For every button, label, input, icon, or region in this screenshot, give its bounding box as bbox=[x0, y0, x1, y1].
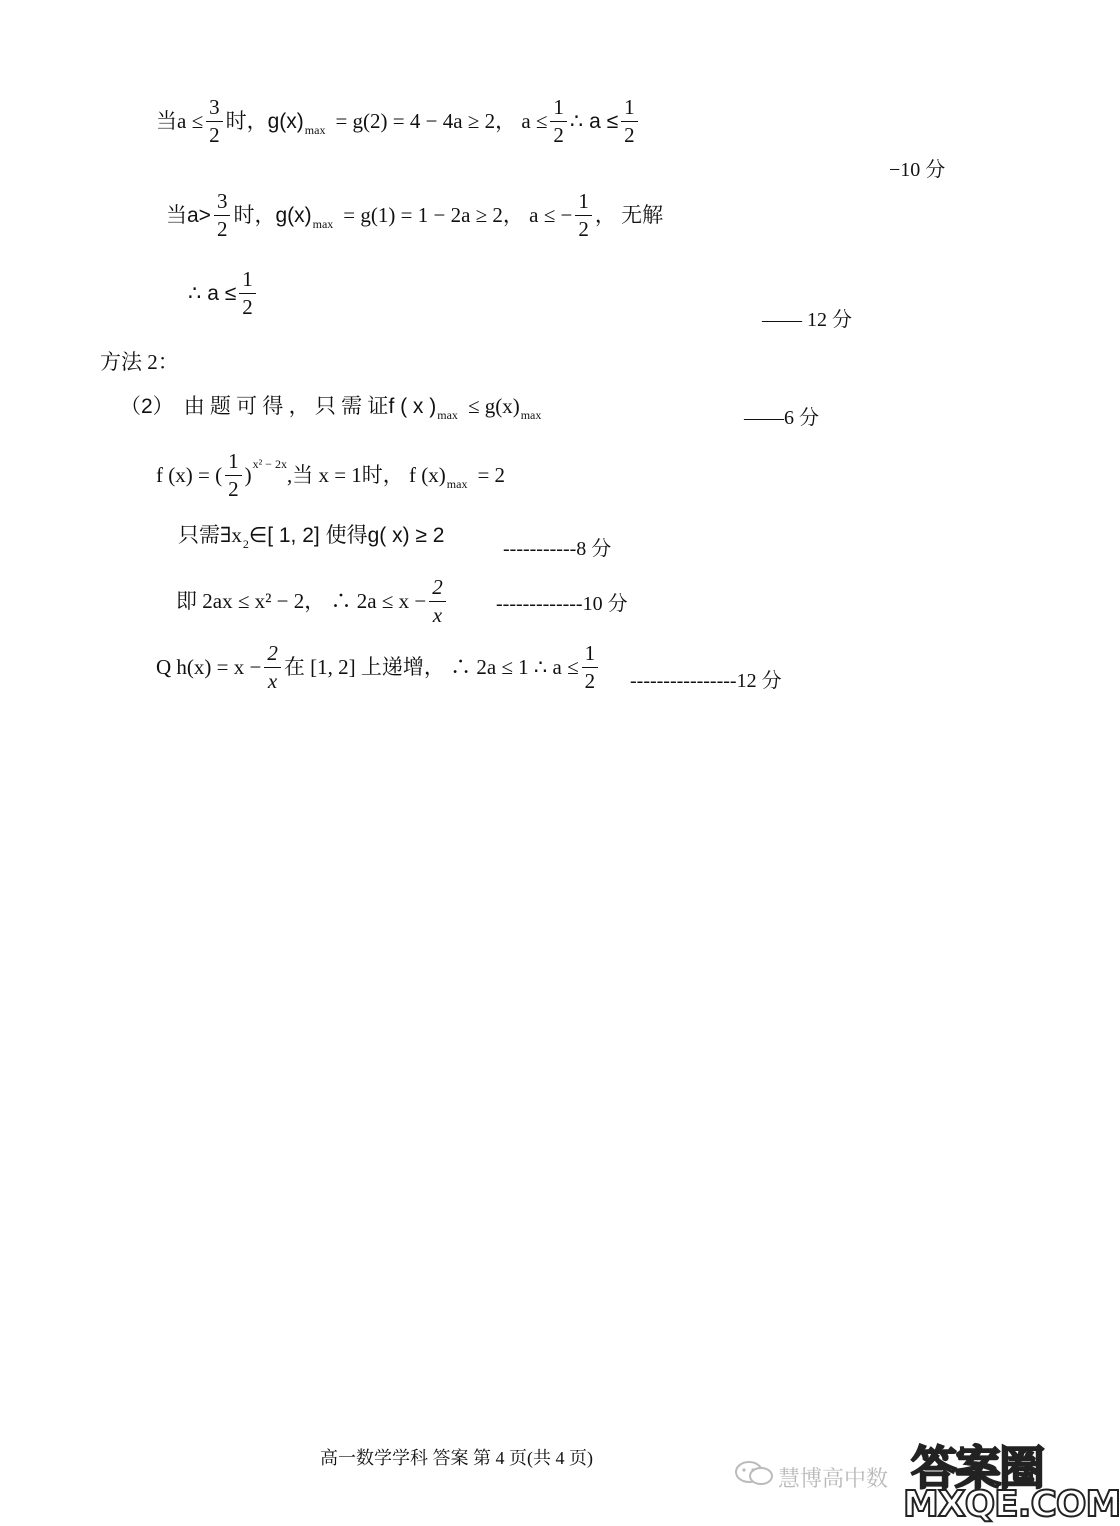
solution-line-monotone: Q h(x) = x − $\frac{2}{x}$ 在 [1, 2] 上递增， ∴ 2a ≤ 1 ∴ a ≤ $\frac{1}{2}$ bbox=[156, 642, 601, 693]
fraction: $\frac{2}{x}$ bbox=[264, 642, 281, 693]
fraction: $\frac{1}{2}$ bbox=[582, 642, 599, 693]
score-12b: ----------------12 分 bbox=[630, 670, 782, 692]
score-8: -----------8 分 bbox=[503, 538, 612, 560]
solution-line-case2: 当a> $\frac{3}{2}$ 时， g(x) max = g(1) = 1 − 2a ≥ 2， a ≤ − $\frac{1}{2}$ ， 无解 bbox=[166, 189, 664, 242]
fraction: $\frac{1}{2}$ bbox=[621, 96, 638, 147]
solution-line-exists: 只需∃x 2 ∈[ 1, 2] 使得g( x) ≥ 2 bbox=[178, 523, 445, 551]
solution-line-case1: 当a ≤ $\frac{3}{2}$ 时， g(x) max = g(2) = 4 − 4a ≥ 2， a ≤ $\frac{1}{2}$ ∴ a ≤ $\frac{1}{2}$ bbox=[156, 96, 641, 147]
score-10: −10 分 bbox=[889, 159, 946, 181]
logo-text-bottom: MXQE.COM bbox=[903, 1484, 1120, 1525]
logo-text-top: 答案圈 bbox=[911, 1441, 1043, 1495]
watermark-logo bbox=[903, 1432, 1120, 1525]
score-10b: -------------10 分 bbox=[496, 593, 628, 615]
solution-line-inequality: 即 2ax ≤ x² − 2， ∴ 2a ≤ x − $\frac{2}{x}$ bbox=[176, 576, 449, 627]
score-6: ——6 分 bbox=[744, 407, 819, 429]
solution-line-f-max: f (x) = ( $\frac{1}{2}$ ) x² − 2x ,当 x = 1时， f (x) max = 2 bbox=[156, 449, 506, 502]
fraction: $\frac{3}{2}$ bbox=[214, 190, 231, 241]
page-footer: 高一数学学科 答案 第 4 页(共 4 页) bbox=[320, 1448, 593, 1468]
watermark-text: 慧博高中数 bbox=[778, 1467, 889, 1492]
fraction: $\frac{1}{2}$ bbox=[575, 190, 592, 241]
method-2-heading: 方法 2： bbox=[100, 350, 179, 374]
solution-line-conclusion: ∴ a ≤ $\frac{1}{2}$ bbox=[188, 268, 259, 319]
wechat-icon bbox=[734, 1460, 774, 1486]
solution-line-part2: （2） 由 题 可 得 ， 只 需 证 f ( x ) max ≤ g(x) max bbox=[120, 394, 542, 422]
score-12a: —— 12 分 bbox=[762, 309, 852, 331]
fraction: $\frac{1}{2}$ bbox=[550, 96, 567, 147]
fraction: $\frac{1}{2}$ bbox=[239, 268, 256, 319]
fraction: $\frac{1}{2}$ bbox=[225, 450, 242, 501]
fraction: $\frac{2}{x}$ bbox=[429, 576, 446, 627]
fraction: $\frac{3}{2}$ bbox=[206, 96, 223, 147]
